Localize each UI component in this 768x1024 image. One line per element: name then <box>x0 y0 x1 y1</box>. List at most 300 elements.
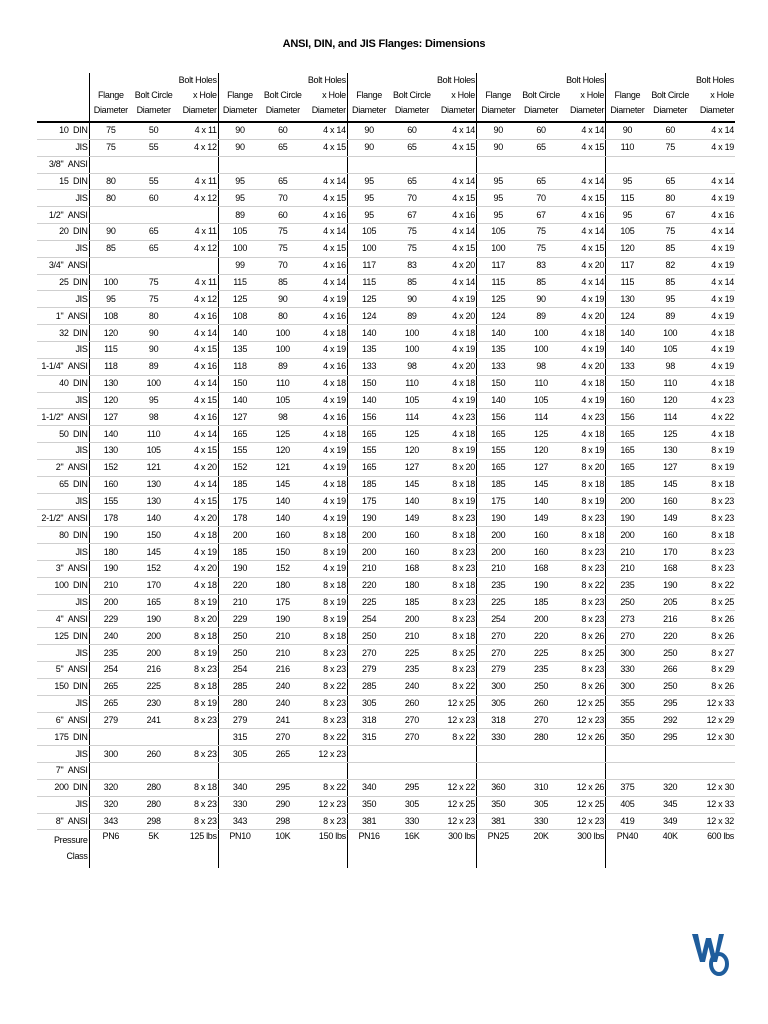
flange-diameter-cell: 165 <box>606 459 649 476</box>
row-label <box>37 712 89 729</box>
bolt-holes-cell: 8 x 22 <box>304 729 347 746</box>
flange-diameter-cell: 95 <box>218 173 261 190</box>
bolt-holes-cell: 4 x 16 <box>304 308 347 325</box>
row-label <box>37 392 89 409</box>
bolt-circle-cell: 280 <box>520 729 563 746</box>
bolt-holes-cell: 8 x 23 <box>563 544 606 561</box>
bolt-holes-cell <box>175 257 218 274</box>
row-label <box>37 409 89 426</box>
flange-diameter-cell: 124 <box>347 308 390 325</box>
flange-diameter-cell: 90 <box>89 224 132 241</box>
bolt-circle-cell: 320 <box>649 779 692 796</box>
bolt-holes-cell <box>175 156 218 173</box>
bolt-circle-cell: 65 <box>390 173 433 190</box>
bolt-holes-cell: 12 x 26 <box>563 779 606 796</box>
flange-diameter-cell: 350 <box>347 796 390 813</box>
bolt-holes-cell <box>692 763 735 780</box>
page-title: ANSI, DIN, and JIS Flanges: Dimensions <box>282 38 486 50</box>
table-row <box>37 527 735 544</box>
flange-diameter-cell: 140 <box>606 325 649 342</box>
standard-label: DIN <box>72 681 88 692</box>
flange-diameter-cell: 152 <box>218 459 261 476</box>
flange-diameter-cell: 405 <box>606 796 649 813</box>
column-header-flange <box>89 73 132 122</box>
flange-diameter-cell: 340 <box>347 779 390 796</box>
bolt-holes-cell: 4 x 12 <box>175 139 218 156</box>
flange-diameter-cell: 315 <box>347 729 390 746</box>
flange-diameter-cell: 273 <box>606 611 649 628</box>
bolt-circle-cell: 266 <box>649 662 692 679</box>
bolt-circle-cell: 98 <box>520 358 563 375</box>
bolt-holes-cell: 4 x 19 <box>692 190 735 207</box>
bolt-circle-cell: 160 <box>649 527 692 544</box>
bolt-circle-cell: 185 <box>390 594 433 611</box>
bolt-circle-cell: 100 <box>520 341 563 358</box>
row-label <box>37 796 89 813</box>
bolt-holes-cell: 4 x 19 <box>433 392 476 409</box>
bolt-holes-cell: 8 x 23 <box>433 560 476 577</box>
column-header-line: x Hole <box>322 90 346 100</box>
row-label <box>37 678 89 695</box>
table-row <box>37 763 735 780</box>
standard-label: JIS <box>75 445 88 456</box>
pressure-class-cell: 5K <box>132 830 175 869</box>
bolt-circle-cell: 100 <box>261 341 304 358</box>
table-row <box>37 493 735 510</box>
column-header-bolt-holes <box>304 73 347 122</box>
flange-diameter-cell: 200 <box>476 527 519 544</box>
flange-diameter-cell: 140 <box>606 341 649 358</box>
bolt-holes-cell: 12 x 33 <box>692 796 735 813</box>
bolt-holes-cell: 12 x 25 <box>433 796 476 813</box>
flange-diameter-cell: 120 <box>89 392 132 409</box>
bolt-circle-cell: 60 <box>261 122 304 139</box>
bolt-circle-cell <box>132 763 175 780</box>
size-label: 3" <box>55 563 64 574</box>
row-label <box>37 611 89 628</box>
bolt-circle-cell: 160 <box>649 493 692 510</box>
bolt-holes-cell: 8 x 20 <box>175 611 218 628</box>
bolt-circle-cell: 240 <box>261 695 304 712</box>
row-label <box>37 628 89 645</box>
size-label: 20 <box>59 226 69 237</box>
flange-diameter-cell: 105 <box>347 224 390 241</box>
bolt-holes-cell: 4 x 19 <box>692 139 735 156</box>
flange-diameter-cell: 95 <box>218 190 261 207</box>
flange-diameter-cell <box>606 746 649 763</box>
bolt-holes-cell: 12 x 25 <box>433 695 476 712</box>
bolt-circle-cell: 130 <box>132 476 175 493</box>
size-label: 3/8" <box>48 159 64 170</box>
flange-diameter-cell: 140 <box>89 426 132 443</box>
flange-diameter-cell: 254 <box>89 662 132 679</box>
bolt-circle-cell: 89 <box>520 308 563 325</box>
bolt-holes-cell: 8 x 22 <box>692 577 735 594</box>
bolt-holes-cell: 12 x 23 <box>433 813 476 830</box>
bolt-circle-cell: 160 <box>390 527 433 544</box>
flange-diameter-cell: 156 <box>476 409 519 426</box>
flange-diameter-cell: 100 <box>218 240 261 257</box>
standard-label: ANSI <box>67 411 88 422</box>
column-header-line: x Hole <box>192 90 217 100</box>
column-header-bolt-circle <box>649 73 692 122</box>
flange-diameter-cell <box>218 763 261 780</box>
flange-diameter-cell: 105 <box>606 224 649 241</box>
row-label <box>37 645 89 662</box>
bolt-circle-cell: 125 <box>649 426 692 443</box>
flange-diameter-cell: 120 <box>606 240 649 257</box>
bolt-circle-cell: 125 <box>390 426 433 443</box>
bolt-circle-cell: 65 <box>132 224 175 241</box>
bolt-holes-cell: 4 x 14 <box>433 274 476 291</box>
bolt-circle-cell: 55 <box>132 139 175 156</box>
flange-diameter-cell: 200 <box>218 527 261 544</box>
flange-diameter-cell: 110 <box>606 139 649 156</box>
flange-diameter-cell: 160 <box>89 476 132 493</box>
bolt-circle-cell: 85 <box>520 274 563 291</box>
bolt-circle-cell: 75 <box>649 224 692 241</box>
bolt-holes-cell <box>433 156 476 173</box>
bolt-circle-cell: 80 <box>649 190 692 207</box>
flange-diameter-cell: 250 <box>347 628 390 645</box>
row-label <box>37 695 89 712</box>
flange-diameter-cell: 300 <box>606 678 649 695</box>
bolt-circle-cell: 260 <box>520 695 563 712</box>
bolt-holes-cell: 4 x 15 <box>304 240 347 257</box>
bolt-circle-cell: 90 <box>520 291 563 308</box>
flange-diameter-cell: 350 <box>606 729 649 746</box>
bolt-holes-cell: 4 x 12 <box>175 240 218 257</box>
bolt-circle-cell: 149 <box>649 510 692 527</box>
bolt-circle-cell: 90 <box>390 291 433 308</box>
standard-label: DIN <box>72 428 88 439</box>
pressure-class-cell: 300 lbs <box>433 830 476 869</box>
standard-label: ANSI <box>67 310 88 321</box>
bolt-holes-cell: 4 x 19 <box>304 560 347 577</box>
flange-diameter-cell: 210 <box>606 560 649 577</box>
flange-diameter-cell: 118 <box>218 358 261 375</box>
bolt-holes-cell: 4 x 14 <box>692 224 735 241</box>
bolt-holes-cell: 8 x 23 <box>563 611 606 628</box>
bolt-circle-cell: 200 <box>132 645 175 662</box>
bolt-holes-cell: 8 x 23 <box>433 544 476 561</box>
row-label <box>37 257 89 274</box>
bolt-holes-cell: 4 x 18 <box>692 375 735 392</box>
flange-diameter-cell: 220 <box>347 577 390 594</box>
bolt-circle-cell: 175 <box>261 594 304 611</box>
bolt-circle-cell: 140 <box>132 510 175 527</box>
bolt-circle-cell: 90 <box>261 291 304 308</box>
table-row <box>37 358 735 375</box>
bolt-holes-cell: 4 x 23 <box>563 409 606 426</box>
bolt-holes-cell <box>433 763 476 780</box>
bolt-holes-cell: 4 x 15 <box>433 190 476 207</box>
bolt-circle-cell <box>649 763 692 780</box>
bolt-holes-cell: 8 x 18 <box>433 527 476 544</box>
bolt-circle-cell: 105 <box>390 392 433 409</box>
bolt-circle-cell: 270 <box>261 729 304 746</box>
bolt-circle-cell: 330 <box>520 813 563 830</box>
size-label: 8" <box>55 816 64 827</box>
row-label <box>37 476 89 493</box>
bolt-holes-cell: 4 x 16 <box>175 308 218 325</box>
column-header-line: Bolt Holes <box>566 75 605 85</box>
bolt-circle-cell: 70 <box>261 257 304 274</box>
flange-diameter-cell: 300 <box>476 678 519 695</box>
flange-diameter-cell: 99 <box>218 257 261 274</box>
flange-diameter-cell: 200 <box>606 493 649 510</box>
row-label <box>37 240 89 257</box>
bolt-circle-cell: 98 <box>390 358 433 375</box>
column-header-line: Bolt Circle <box>393 90 431 100</box>
bolt-circle-cell: 250 <box>520 678 563 695</box>
bolt-holes-cell: 4 x 14 <box>692 274 735 291</box>
flange-diameter-cell: 190 <box>89 527 132 544</box>
flange-diameter-cell <box>347 746 390 763</box>
table-row <box>37 291 735 308</box>
bolt-circle-cell: 310 <box>520 779 563 796</box>
standard-label: ANSI <box>67 714 88 725</box>
bolt-holes-cell: 8 x 23 <box>692 544 735 561</box>
flange-diameter-cell: 135 <box>347 341 390 358</box>
flange-diameter-cell: 124 <box>476 308 519 325</box>
bolt-holes-cell: 8 x 18 <box>563 476 606 493</box>
bolt-holes-cell: 4 x 19 <box>304 291 347 308</box>
flange-diameter-cell: 190 <box>476 510 519 527</box>
row-label <box>37 358 89 375</box>
flange-diameter-cell: 125 <box>476 291 519 308</box>
bolt-circle-cell: 145 <box>132 544 175 561</box>
flange-diameter-cell: 343 <box>218 813 261 830</box>
bolt-circle-cell: 89 <box>132 358 175 375</box>
flange-diameter-cell: 125 <box>218 291 261 308</box>
bolt-circle-cell: 298 <box>261 813 304 830</box>
table-row <box>37 645 735 662</box>
bolt-circle-cell: 85 <box>649 240 692 257</box>
column-header-line: Diameter <box>440 105 475 115</box>
flange-diameter-cell: 190 <box>347 510 390 527</box>
bolt-holes-cell: 8 x 18 <box>304 628 347 645</box>
bolt-circle-cell: 260 <box>390 695 433 712</box>
bolt-circle-cell: 160 <box>520 527 563 544</box>
table-row <box>37 577 735 594</box>
bolt-holes-cell: 4 x 15 <box>175 392 218 409</box>
table-row <box>37 156 735 173</box>
bolt-circle-cell: 140 <box>520 493 563 510</box>
bolt-circle-cell: 210 <box>261 628 304 645</box>
bolt-circle-cell: 110 <box>261 375 304 392</box>
bolt-holes-cell: 4 x 14 <box>563 224 606 241</box>
flange-diameter-cell: 90 <box>606 122 649 139</box>
bolt-holes-cell: 8 x 25 <box>563 645 606 662</box>
flange-diameter-cell: 265 <box>89 678 132 695</box>
bolt-circle-cell: 105 <box>132 443 175 460</box>
bolt-circle-cell: 65 <box>261 173 304 190</box>
flange-diameter-cell: 190 <box>606 510 649 527</box>
standard-label: JIS <box>75 597 88 608</box>
flange-diameter-cell: 305 <box>347 695 390 712</box>
bolt-holes-cell: 4 x 11 <box>175 122 218 139</box>
flange-diameter-cell: 285 <box>347 678 390 695</box>
column-header-line: Flange <box>356 90 382 100</box>
flange-diameter-cell: 95 <box>476 190 519 207</box>
bolt-holes-cell: 8 x 18 <box>433 476 476 493</box>
flange-diameter-cell <box>89 763 132 780</box>
flange-diameter-cell: 330 <box>476 729 519 746</box>
bolt-circle-cell <box>132 729 175 746</box>
flange-diameter-cell: 117 <box>347 257 390 274</box>
table-row <box>37 459 735 476</box>
bolt-holes-cell: 4 x 15 <box>175 341 218 358</box>
column-header-line: Bolt Holes <box>307 75 346 85</box>
flange-diameter-cell: 115 <box>218 274 261 291</box>
bolt-circle-cell: 225 <box>390 645 433 662</box>
flange-diameter-cell: 235 <box>606 577 649 594</box>
bolt-circle-cell: 127 <box>520 459 563 476</box>
column-header-line: Diameter <box>394 105 429 115</box>
table-row <box>37 274 735 291</box>
table-row <box>37 392 735 409</box>
bolt-holes-cell: 8 x 26 <box>563 628 606 645</box>
bolt-circle-cell: 216 <box>261 662 304 679</box>
column-header-line: x Hole <box>451 90 475 100</box>
bolt-circle-cell <box>649 746 692 763</box>
flange-diameter-cell: 80 <box>89 190 132 207</box>
bolt-holes-cell: 12 x 25 <box>563 796 606 813</box>
column-header-line: Diameter <box>222 105 258 115</box>
flange-diameter-cell: 200 <box>476 544 519 561</box>
size-label: 40 <box>59 378 69 389</box>
bolt-circle-cell: 220 <box>520 628 563 645</box>
bolt-circle-cell: 67 <box>390 207 433 224</box>
bolt-holes-cell: 8 x 26 <box>692 628 735 645</box>
flange-diameter-cell: 270 <box>476 645 519 662</box>
flange-diameter-cell: 210 <box>347 560 390 577</box>
bolt-circle-cell: 95 <box>132 392 175 409</box>
size-label: 1-1/4" <box>41 361 64 372</box>
flange-diameter-cell: 185 <box>218 544 261 561</box>
flange-diameter-cell: 118 <box>89 358 132 375</box>
bolt-holes-cell: 8 x 23 <box>563 594 606 611</box>
bolt-holes-cell: 4 x 16 <box>563 207 606 224</box>
pressure-class-cell: PN25 <box>476 830 519 869</box>
bolt-holes-cell: 4 x 20 <box>563 358 606 375</box>
flange-diameter-cell: 135 <box>218 341 261 358</box>
bolt-circle-cell: 225 <box>132 678 175 695</box>
bolt-circle-cell <box>649 156 692 173</box>
bolt-circle-cell: 90 <box>132 325 175 342</box>
bolt-circle-cell: 110 <box>649 375 692 392</box>
bolt-holes-cell: 8 x 19 <box>563 443 606 460</box>
bolt-circle-cell: 185 <box>520 594 563 611</box>
table-row <box>37 224 735 241</box>
flange-diameter-cell <box>606 763 649 780</box>
size-label: 200 <box>54 782 69 793</box>
bolt-holes-cell: 4 x 14 <box>175 476 218 493</box>
flange-diameter-cell: 360 <box>476 779 519 796</box>
bolt-circle-cell: 100 <box>261 325 304 342</box>
standard-label: JIS <box>75 698 88 709</box>
bolt-circle-cell: 70 <box>390 190 433 207</box>
column-header-line: Bolt Circle <box>651 90 690 100</box>
bolt-circle-cell: 127 <box>390 459 433 476</box>
bolt-holes-cell: 4 x 11 <box>175 173 218 190</box>
bolt-holes-cell: 4 x 16 <box>692 207 735 224</box>
standard-label: DIN <box>72 479 88 490</box>
flange-diameter-cell: 175 <box>218 493 261 510</box>
size-label: 2" <box>55 462 64 473</box>
bolt-holes-cell: 8 x 23 <box>304 662 347 679</box>
flange-diameter-cell: 355 <box>606 695 649 712</box>
flange-diameter-cell: 200 <box>347 527 390 544</box>
bolt-holes-cell: 8 x 23 <box>304 695 347 712</box>
bolt-circle-cell: 305 <box>520 796 563 813</box>
bolt-holes-cell: 4 x 15 <box>433 139 476 156</box>
bolt-circle-cell: 120 <box>649 392 692 409</box>
bolt-holes-cell: 4 x 18 <box>563 325 606 342</box>
table-row <box>37 122 735 139</box>
flange-diameter-cell: 155 <box>89 493 132 510</box>
flange-diameter-cell: 90 <box>218 122 261 139</box>
bolt-holes-cell: 4 x 15 <box>175 443 218 460</box>
bolt-circle-cell: 65 <box>132 240 175 257</box>
flange-diameter-cell: 254 <box>476 611 519 628</box>
column-header-line: Diameter <box>481 105 516 115</box>
flange-diameter-cell: 90 <box>347 122 390 139</box>
bolt-holes-cell: 8 x 20 <box>433 459 476 476</box>
flange-diameter-cell: 135 <box>476 341 519 358</box>
flange-diameter-cell: 156 <box>606 409 649 426</box>
bolt-circle-cell <box>520 746 563 763</box>
row-label <box>37 156 89 173</box>
column-header-line: x Hole <box>580 90 605 100</box>
column-header-bolt-circle <box>261 73 304 122</box>
flange-diameter-cell: 140 <box>476 325 519 342</box>
flange-diameter-cell: 185 <box>606 476 649 493</box>
flange-diameter-cell: 127 <box>218 409 261 426</box>
column-header-line: Bolt Circle <box>522 90 560 100</box>
flange-diameter-cell: 320 <box>89 779 132 796</box>
bolt-circle-cell: 89 <box>649 308 692 325</box>
row-label <box>37 493 89 510</box>
pressure-class-cell: 40K <box>649 830 692 869</box>
flange-diameter-cell: 95 <box>606 173 649 190</box>
bolt-circle-cell <box>390 156 433 173</box>
flange-diameter-cell: 330 <box>606 662 649 679</box>
flange-diameter-cell: 279 <box>218 712 261 729</box>
size-label: 5" <box>55 664 64 675</box>
bolt-circle-cell: 125 <box>520 426 563 443</box>
bolt-circle-cell: 95 <box>649 291 692 308</box>
bolt-holes-cell: 4 x 22 <box>692 409 735 426</box>
flange-diameter-cell: 150 <box>218 375 261 392</box>
standard-label: DIN <box>72 580 88 591</box>
flange-diameter-cell: 95 <box>347 173 390 190</box>
pressure-class-cell: 600 lbs <box>692 830 735 869</box>
flange-diameter-cell: 117 <box>606 257 649 274</box>
flange-diameter-cell: 108 <box>89 308 132 325</box>
bolt-holes-cell: 8 x 19 <box>563 493 606 510</box>
bolt-holes-cell: 12 x 25 <box>563 695 606 712</box>
bolt-circle-cell: 105 <box>261 392 304 409</box>
class-label-line: Class <box>66 851 88 862</box>
bolt-holes-cell: 8 x 23 <box>563 560 606 577</box>
bolt-circle-cell: 83 <box>390 257 433 274</box>
pressure-class-cell: PN40 <box>606 830 649 869</box>
flange-diameter-cell: 90 <box>476 122 519 139</box>
bolt-circle-cell: 152 <box>132 560 175 577</box>
bolt-circle-cell: 75 <box>132 291 175 308</box>
